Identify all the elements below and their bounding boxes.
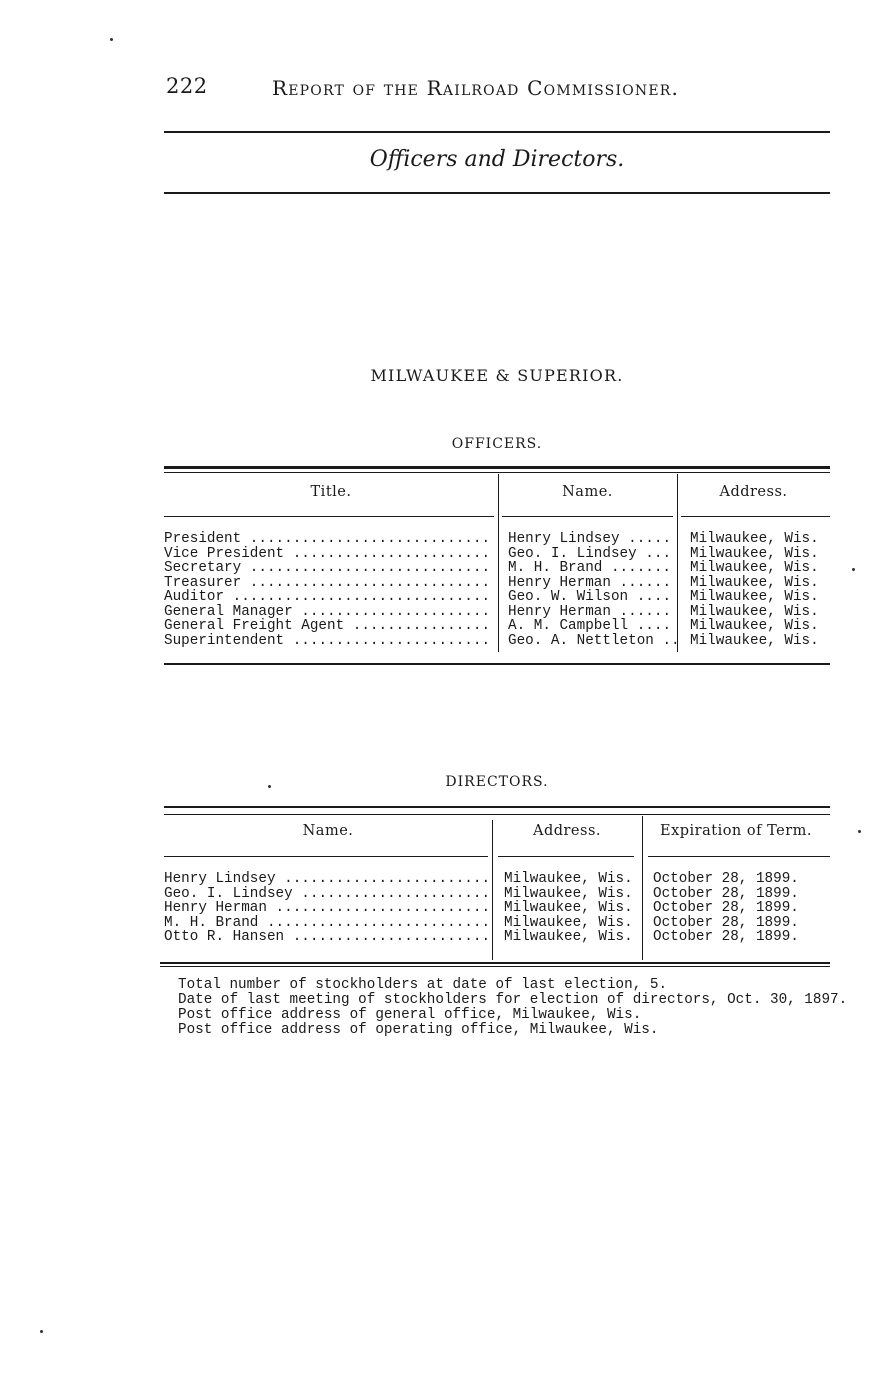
officer-address: Milwaukee, Wis. xyxy=(690,531,819,547)
footnote-last-meeting: Date of last meeting of stockholders for election of directors, Oct. 30, 1897. xyxy=(178,992,848,1008)
officer-name: A. M. Campbell .... xyxy=(508,618,672,634)
scan-speck xyxy=(852,568,855,571)
director-name: Geo. I. Lindsey ...................... xyxy=(164,885,491,902)
director-address: Milwaukee, Wis. xyxy=(504,929,633,945)
officers-table xyxy=(164,466,830,671)
officer-row xyxy=(164,532,830,547)
scan-speck xyxy=(110,38,113,41)
footnotes xyxy=(178,978,847,1038)
director-name: Henry Lindsey ........................ xyxy=(164,871,491,887)
director-term: October 28, 1899. xyxy=(653,900,799,916)
officers-bottom-rule xyxy=(164,663,830,665)
officer-title: Vice President ....................... xyxy=(164,545,491,562)
officer-address: Milwaukee, Wis. xyxy=(690,603,819,620)
officer-row xyxy=(164,634,830,649)
officer-address: Milwaukee, Wis. xyxy=(690,632,819,649)
header-rule-top xyxy=(164,131,830,133)
directors-col-address: Address. xyxy=(532,823,602,839)
director-address: Milwaukee, Wis. xyxy=(504,900,633,916)
director-term: October 28, 1899. xyxy=(653,914,799,931)
company-title: MILWAUKEE & SUPERIOR. xyxy=(370,366,624,385)
director-term: October 28, 1899. xyxy=(653,929,799,945)
directors-bottom-rule xyxy=(160,962,830,964)
directors-table xyxy=(164,806,830,968)
officer-row xyxy=(164,576,830,591)
page-number: 222 xyxy=(166,74,208,98)
scan-speck xyxy=(858,830,861,833)
directors-top-rule-thin xyxy=(164,814,830,815)
footnote-general-office: Post office address of general office, Milwaukee, Wis. xyxy=(178,1007,642,1023)
directors-col-name: Name. xyxy=(302,823,354,839)
officer-row xyxy=(164,619,830,634)
officers-head-rule-2 xyxy=(502,516,673,517)
officer-name: Geo. I. Lindsey ... xyxy=(508,545,672,562)
director-term: October 28, 1899. xyxy=(653,871,799,887)
officer-title: General Freight Agent ................ xyxy=(164,618,491,634)
officers-col-title: Title. xyxy=(310,484,352,500)
directors-top-rule xyxy=(164,806,830,808)
director-row xyxy=(164,887,830,902)
officer-row xyxy=(164,561,830,576)
officer-title: President ............................ xyxy=(164,531,491,547)
scan-speck xyxy=(268,785,271,788)
officers-head-rule-1 xyxy=(164,516,494,517)
director-address: Milwaukee, Wis. xyxy=(504,885,633,902)
director-name: Otto R. Hansen ....................... xyxy=(164,929,491,945)
directors-head-rule-3 xyxy=(648,856,830,857)
officers-col-name: Name. xyxy=(562,484,613,500)
footnote-operating-office: Post office address of operating office, Milwaukee, Wis. xyxy=(178,1022,659,1038)
officer-row xyxy=(164,605,830,620)
scan-speck xyxy=(40,1330,43,1333)
officer-title: Superintendent ....................... xyxy=(164,632,491,649)
officer-title: Secretary ............................ xyxy=(164,560,491,576)
officer-name: Henry Lindsey ..... xyxy=(508,531,672,547)
officer-title: Treasurer ............................ xyxy=(164,574,491,591)
director-row xyxy=(164,930,830,945)
officer-address: Milwaukee, Wis. xyxy=(690,618,819,634)
officer-address: Milwaukee, Wis. xyxy=(690,574,819,591)
footnote-stockholders: Total number of stockholders at date of last election, 5. xyxy=(178,977,668,993)
officer-name: Henry Herman ...... xyxy=(508,603,672,620)
running-title: Report of the Railroad Commissioner. xyxy=(272,76,680,100)
officer-address: Milwaukee, Wis. xyxy=(690,589,819,605)
director-name: M. H. Brand .......................... xyxy=(164,914,491,931)
officer-name: M. H. Brand ....... xyxy=(508,560,672,576)
header-rule-bottom xyxy=(164,192,830,194)
officers-top-rule-thin xyxy=(164,472,830,473)
officer-title: Auditor .............................. xyxy=(164,589,491,605)
officers-col-address: Address. xyxy=(719,484,788,500)
officer-row xyxy=(164,547,830,562)
section-heading: Officers and Directors. xyxy=(369,147,625,172)
officer-address: Milwaukee, Wis. xyxy=(690,545,819,562)
directors-bottom-rule-thin xyxy=(160,966,830,967)
directors-caption: DIRECTORS. xyxy=(445,774,549,790)
officers-top-rule xyxy=(164,466,830,469)
director-row xyxy=(164,901,830,916)
officers-head-rule-3 xyxy=(681,516,830,517)
officer-address: Milwaukee, Wis. xyxy=(690,560,819,576)
directors-head-rule-2 xyxy=(498,856,634,857)
officer-name: Geo. W. Wilson .... xyxy=(508,589,672,605)
director-row xyxy=(164,916,830,931)
directors-col-term: Expiration of Term. xyxy=(659,823,813,839)
director-address: Milwaukee, Wis. xyxy=(504,871,633,887)
director-row xyxy=(164,872,830,887)
officer-name: Henry Herman ...... xyxy=(508,574,672,591)
director-name: Henry Herman ......................... xyxy=(164,900,491,916)
officer-name: Geo. A. Nettleton .. xyxy=(508,632,680,649)
officer-row xyxy=(164,590,830,605)
officers-caption: OFFICERS. xyxy=(451,436,543,452)
directors-head-rule-1 xyxy=(164,856,488,857)
officer-title: General Manager ...................... xyxy=(164,603,491,620)
director-address: Milwaukee, Wis. xyxy=(504,914,633,931)
director-term: October 28, 1899. xyxy=(653,885,799,902)
